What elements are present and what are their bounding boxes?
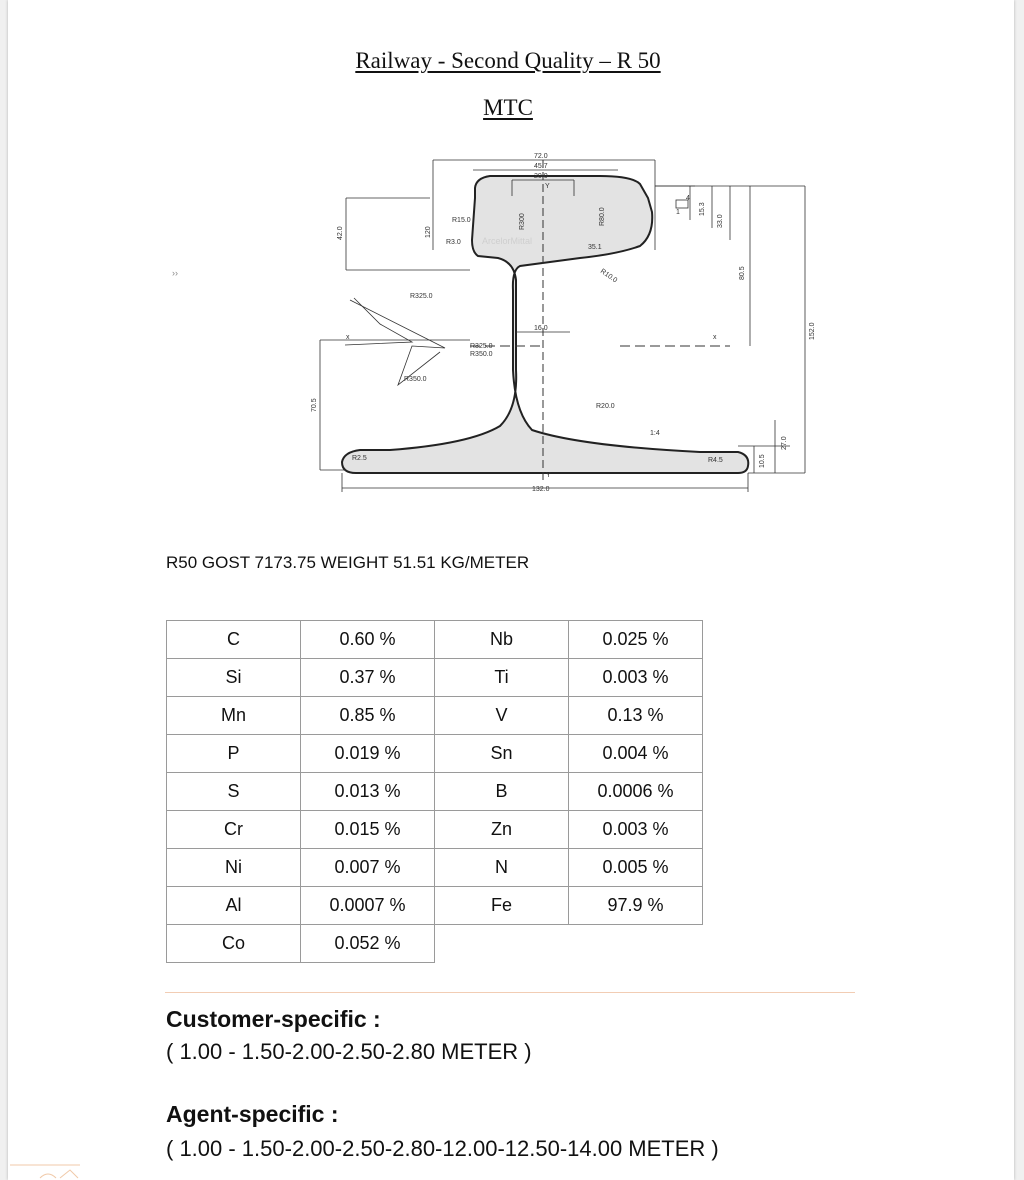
dim-web-thickness: 16.0 [534, 325, 548, 332]
section-divider [165, 992, 855, 993]
label-r15: R15.0 [452, 217, 471, 224]
element-symbol: Al [167, 887, 301, 925]
element-percent: 0.015 % [301, 811, 435, 849]
element-percent: 0.013 % [301, 773, 435, 811]
element-symbol: V [435, 697, 569, 735]
element-symbol: Sn [435, 735, 569, 773]
agent-specific-title: Agent-specific : [166, 1101, 339, 1127]
element-symbol: Zn [435, 811, 569, 849]
corner-scribble-mark [0, 1160, 90, 1180]
document-subtitle: MTC [483, 95, 533, 120]
axis-x-right: x [713, 334, 717, 341]
element-percent: 0.004 % [569, 735, 703, 773]
element-symbol: Ni [167, 849, 301, 887]
chemical-composition-table [166, 620, 703, 963]
label-r20: R20.0 [596, 403, 615, 410]
element-symbol: Si [167, 659, 301, 697]
element-symbol: Ti [435, 659, 569, 697]
element-percent: 0.0006 % [569, 773, 703, 811]
dim-head-height: 42.0 [337, 226, 344, 240]
dim-total-height: 152.0 [809, 322, 816, 340]
customer-specific-title: Customer-specific : [166, 1006, 381, 1032]
axis-y-bottom: Y [546, 472, 551, 479]
element-symbol: N [435, 849, 569, 887]
element-percent: 0.025 % [569, 621, 703, 659]
element-symbol: Nb [435, 621, 569, 659]
label-r325: R325.0 [410, 293, 433, 300]
customer-specific-lengths: ( 1.00 - 1.50-2.00-2.50-2.80 METER ) [166, 1039, 532, 1064]
axis-x-left: x [346, 334, 350, 341]
label-r3: R3.0 [446, 239, 461, 246]
element-percent: 0.13 % [569, 697, 703, 735]
element-symbol: Cr [167, 811, 301, 849]
element-percent: 0.005 % [569, 849, 703, 887]
label-slope: 1:4 [650, 430, 660, 437]
element-percent: 0.0007 % [301, 887, 435, 925]
label-r350-inner: R350.0 [470, 351, 493, 358]
dim-centroid-height: 70.5 [311, 398, 318, 412]
rail-profile-drawing [0, 140, 1016, 500]
table-row [167, 659, 703, 697]
agent-specific-lengths: ( 1.00 - 1.50-2.00-2.50-2.80-12.00-12.50-14.00 METER ) [166, 1136, 719, 1161]
table-row [167, 887, 703, 925]
element-percent: 0.003 % [569, 811, 703, 849]
element-percent: 0.85 % [301, 697, 435, 735]
element-percent: 0.052 % [301, 925, 435, 963]
label-r325-inner: R325.0 [470, 343, 493, 350]
label-r350: R350.0 [404, 376, 427, 383]
dim-15-3: 15.3 [699, 202, 706, 216]
tick-1: 1 [676, 209, 680, 216]
table-row [167, 925, 703, 963]
label-120: 120 [425, 226, 432, 238]
element-symbol: B [435, 773, 569, 811]
dim-head-width: 72.0 [534, 153, 548, 160]
dim-head-top: 20.0 [534, 173, 548, 180]
dim-foot-height: 27.0 [781, 436, 788, 450]
element-symbol: C [167, 621, 301, 659]
dim-foot-edge: 10.5 [759, 454, 766, 468]
dim-head-inner: 45.7 [534, 163, 548, 170]
axis-y-top: Y [545, 183, 550, 190]
table-row [167, 773, 703, 811]
element-symbol: Co [167, 925, 301, 963]
element-percent: 0.60 % [301, 621, 435, 659]
dim-33: 33.0 [717, 214, 724, 228]
label-r80: R80.0 [599, 207, 606, 226]
dim-80-5: 80.5 [739, 266, 746, 280]
element-symbol: Fe [435, 887, 569, 925]
element-percent: 97.9 % [569, 887, 703, 925]
element-percent: 0.37 % [301, 659, 435, 697]
empty-cell [435, 925, 569, 963]
empty-cell [569, 925, 703, 963]
document-title: Railway - Second Quality – R 50 [355, 48, 661, 73]
label-r10: R10.0 [598, 267, 619, 285]
element-percent: 0.007 % [301, 849, 435, 887]
tick-4: 4 [686, 195, 690, 202]
element-symbol: S [167, 773, 301, 811]
label-35: 35.1 [588, 244, 602, 251]
label-r300: R300 [519, 213, 526, 230]
watermark-text: ArcelorMittal [482, 236, 533, 246]
table-row [167, 735, 703, 773]
table-row [167, 697, 703, 735]
element-percent: 0.019 % [301, 735, 435, 773]
element-percent: 0.003 % [569, 659, 703, 697]
rail-spec-line: R50 GOST 7173.75 WEIGHT 51.51 KG/METER [166, 553, 530, 572]
label-r2-5: R2.5 [352, 455, 367, 462]
dim-base-width: 132.0 [532, 486, 550, 493]
table-row [167, 621, 703, 659]
margin-mark: ›› [172, 268, 178, 278]
element-symbol: P [167, 735, 301, 773]
table-row [167, 811, 703, 849]
element-symbol: Mn [167, 697, 301, 735]
table-row [167, 849, 703, 887]
label-r4-5: R4.5 [708, 457, 723, 464]
